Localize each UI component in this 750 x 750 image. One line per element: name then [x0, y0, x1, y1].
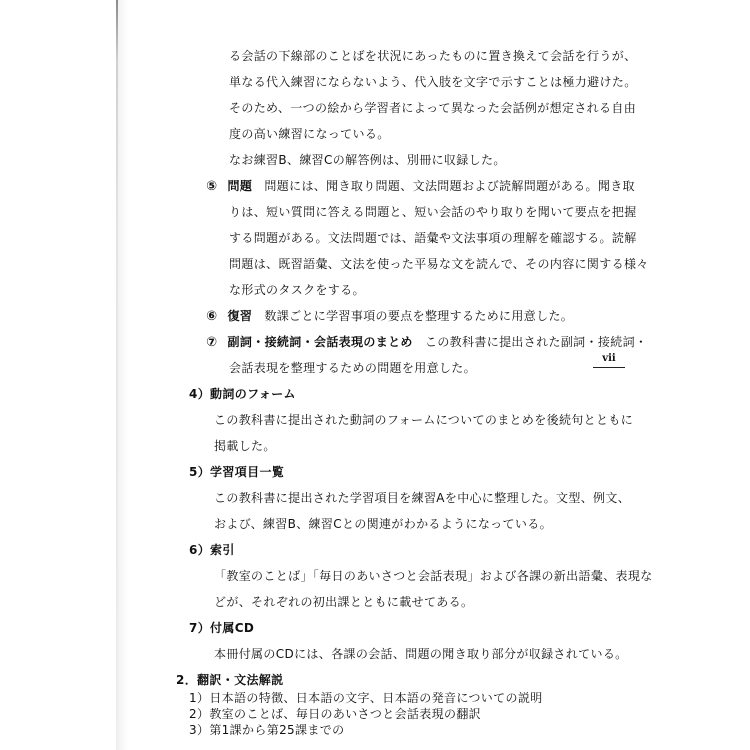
page-number: vii	[593, 353, 625, 368]
body-text-line: 問題は、既習語彙、文法を使った平易な文を読んで、その内容に関する様々	[229, 257, 649, 271]
section-6-heading: 6）索引	[189, 543, 235, 557]
body-text-line: そのため、一つの絵から学習者によって異なった会話例が想定される自由	[229, 101, 637, 115]
section-5-heading: 5）学習項目一覧	[189, 465, 285, 479]
body-text-line: 会話表現を整理するための問題を用意した。	[229, 361, 477, 375]
part-2-item: 1）日本語の特徴、日本語の文字、日本語の発音についての説明	[189, 691, 543, 705]
body-text-line: 単なる代入練習にならないよう、代入肢を文字で示すことは極力避けた。	[229, 75, 637, 89]
item-5-marker: ⑤	[206, 179, 218, 194]
part-2-item: 3）第1課から第25課までの	[189, 723, 345, 737]
item-5-text: 問題には、聞き取り問題、文法問題および読解問題がある。聞き取	[264, 179, 635, 193]
body-text-line: この教科書に提出された学習項目を練習Aを中心に整理した。文型、例文、	[214, 491, 631, 505]
item-6-heading: 復習	[227, 309, 253, 323]
item-6-marker: ⑥	[206, 309, 218, 324]
body-text-line: 「教室のことば」「毎日のあいさつと会話表現」および各課の新出語彙、表現な	[214, 569, 653, 583]
item-7-heading: 副詞・接続詞・会話表現のまとめ	[227, 335, 413, 349]
body-text-line: な形式のタスクをする。	[229, 283, 365, 297]
item-5-line	[206, 178, 635, 195]
section-4-heading: 4）動詞のフォーム	[189, 387, 296, 401]
body-text-line: る会話の下線部のことばを状況にあったものに置き換えて会話を行うが、	[229, 49, 637, 63]
item-5-heading: 問題	[227, 179, 253, 193]
body-text-line: 本冊付属のCDには、各課の会話、問題の聞き取り部分が収録されている。	[214, 647, 628, 661]
part-2-heading: 2．翻訳・文法解説	[176, 673, 284, 687]
item-6-line	[206, 308, 573, 325]
page-binding-shadow	[118, 0, 128, 750]
item-6-text: 数課ごとに学習事項の要点を整理するために用意した。	[264, 309, 574, 323]
item-7-marker: ⑦	[206, 335, 218, 350]
body-text-line: この教科書に提出された動詞のフォームについてのまとめを後続句とともに	[214, 413, 634, 427]
body-text-line: 掲載した。	[214, 439, 276, 453]
body-text-line: どが、それぞれの初出課とともに載せてある。	[214, 595, 474, 609]
body-text-line: なお練習B、練習Cの解答例は、別冊に収録した。	[229, 153, 506, 167]
item-7-text: この教科書に提出された副詞・接続詞・	[424, 335, 648, 349]
body-text-line: 度の高い練習になっている。	[229, 127, 390, 141]
body-text-line: する問題がある。文法問題では、語彙や文法事項の理解を確認する。読解	[229, 231, 637, 245]
part-2-item: 2）教室のことば、毎日のあいさつと会話表現の翻訳	[189, 707, 482, 721]
body-text-line: および、練習B、練習Cとの関連がわかるようになっている。	[214, 517, 552, 531]
item-7-line	[206, 334, 647, 351]
section-7-heading: 7）付属CD	[189, 621, 255, 635]
body-text-line: りは、短い質問に答える問題と、短い会話のやり取りを聞いて要点を把握	[229, 205, 637, 219]
